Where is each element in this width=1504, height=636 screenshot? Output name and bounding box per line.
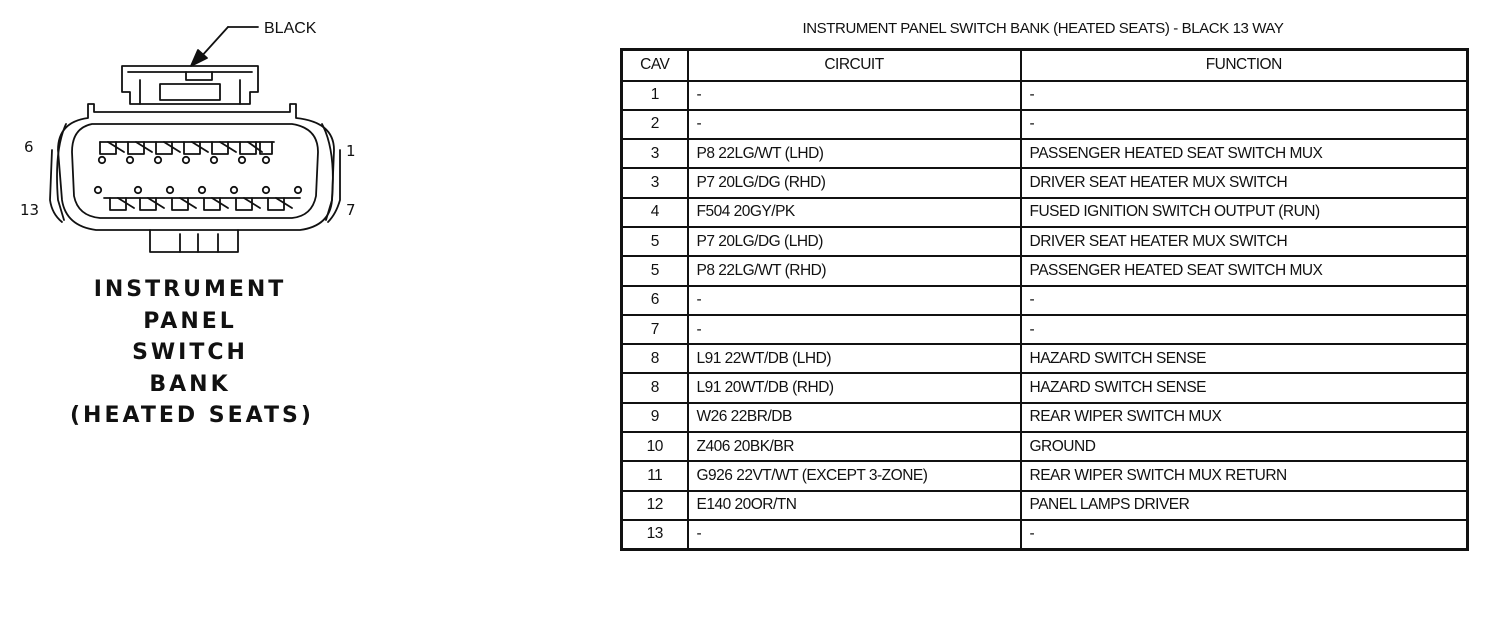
cav-cell: 3 [622,168,688,197]
callout-leader-diagonal [200,27,228,58]
function-cell: REAR WIPER SWITCH MUX [1021,403,1468,432]
table-row [622,373,1468,402]
function-cell: DRIVER SEAT HEATER MUX SWITCH [1021,168,1468,197]
cav-cell: 2 [622,110,688,139]
connector-body-inner [72,124,318,218]
function-cell: - [1021,286,1468,315]
table-row [622,403,1468,432]
pin-label-bottom-left: 13 [20,201,40,219]
circuit-cell: Z406 20BK/BR [688,432,1021,461]
table-row [622,110,1468,139]
cav-cell: 11 [622,461,688,490]
circuit-cell: F504 20GY/PK [688,198,1021,227]
cav-cell: 1 [622,81,688,110]
circuit-cell: W26 22BR/DB [688,403,1021,432]
callout-label: BLACK [264,20,317,37]
bottom-row-terminals [95,187,301,210]
cav-cell: 5 [622,227,688,256]
function-cell: PASSENGER HEATED SEAT SWITCH MUX [1021,256,1468,285]
header-circuit: CIRCUIT [688,50,1021,81]
table-title: INSTRUMENT PANEL SWITCH BANK (HEATED SEATS) - BLACK 13 WAY [802,20,1284,37]
latch-tab [186,72,212,80]
caption-line-1: INSTRUMENT [93,277,287,302]
caption-line-4: BANK [149,371,231,397]
circuit-cell: P8 22LG/WT (RHD) [688,256,1021,285]
table-row [622,168,1468,197]
function-cell: - [1021,81,1468,110]
circuit-cell: L91 20WT/DB (RHD) [688,373,1021,402]
cav-cell: 9 [622,403,688,432]
connector-caption [70,274,314,432]
table-row [622,139,1468,168]
function-cell: - [1021,110,1468,139]
table-row [622,461,1468,490]
function-cell: HAZARD SWITCH SENSE [1021,344,1468,373]
cav-cell: 12 [622,491,688,520]
table-row [622,491,1468,520]
cav-cell: 7 [622,315,688,344]
function-cell: REAR WIPER SWITCH MUX RETURN [1021,461,1468,490]
bottom-key [150,230,238,252]
table-row [622,286,1468,315]
pin-label-bottom-right: 7 [346,201,356,219]
top-row-terminals [99,142,274,163]
header-cav: CAV [622,50,688,81]
cav-cell: 10 [622,432,688,461]
function-cell: - [1021,315,1468,344]
cav-cell: 13 [622,520,688,549]
table-row [622,227,1468,256]
circuit-cell: P7 20LG/DG (RHD) [688,168,1021,197]
pinout-table [620,48,1469,551]
table-row [622,198,1468,227]
table-row [622,432,1468,461]
connector-body-outer [58,104,334,230]
cav-cell: 5 [622,256,688,285]
caption-line-3: SWITCH [132,340,248,365]
circuit-cell: P8 22LG/WT (LHD) [688,139,1021,168]
circuit-cell: P7 20LG/DG (LHD) [688,227,1021,256]
circuit-cell: - [688,315,1021,344]
table-header-row [622,50,1468,81]
circuit-cell: - [688,110,1021,139]
cav-cell: 4 [622,198,688,227]
circuit-cell: - [688,286,1021,315]
function-cell: PASSENGER HEATED SEAT SWITCH MUX [1021,139,1468,168]
table-row [622,315,1468,344]
cav-cell: 6 [622,286,688,315]
function-cell: FUSED IGNITION SWITCH OUTPUT (RUN) [1021,198,1468,227]
caption-line-5: (HEATED SEATS) [70,403,314,428]
function-cell: DRIVER SEAT HEATER MUX SWITCH [1021,227,1468,256]
cav-cell: 8 [622,344,688,373]
function-cell: GROUND [1021,432,1468,461]
circuit-cell: L91 22WT/DB (LHD) [688,344,1021,373]
connector-diagram [0,0,380,260]
cav-cell: 8 [622,373,688,402]
caption-line-2: PANEL [143,308,237,334]
circuit-cell: G926 22VT/WT (EXCEPT 3-ZONE) [688,461,1021,490]
latch-window [160,84,220,100]
table-row [622,81,1468,110]
function-cell: HAZARD SWITCH SENSE [1021,373,1468,402]
table-row [622,344,1468,373]
table-body [622,81,1468,550]
header-function: FUNCTION [1021,50,1468,81]
pin-label-top-left: 6 [24,138,34,156]
function-cell: - [1021,520,1468,549]
circuit-cell: - [688,81,1021,110]
cav-cell: 3 [622,139,688,168]
circuit-cell: - [688,520,1021,549]
function-cell: PANEL LAMPS DRIVER [1021,491,1468,520]
pin-label-top-right: 1 [346,142,356,160]
circuit-cell: E140 20OR/TN [688,491,1021,520]
table-row [622,256,1468,285]
table-row [622,520,1468,549]
